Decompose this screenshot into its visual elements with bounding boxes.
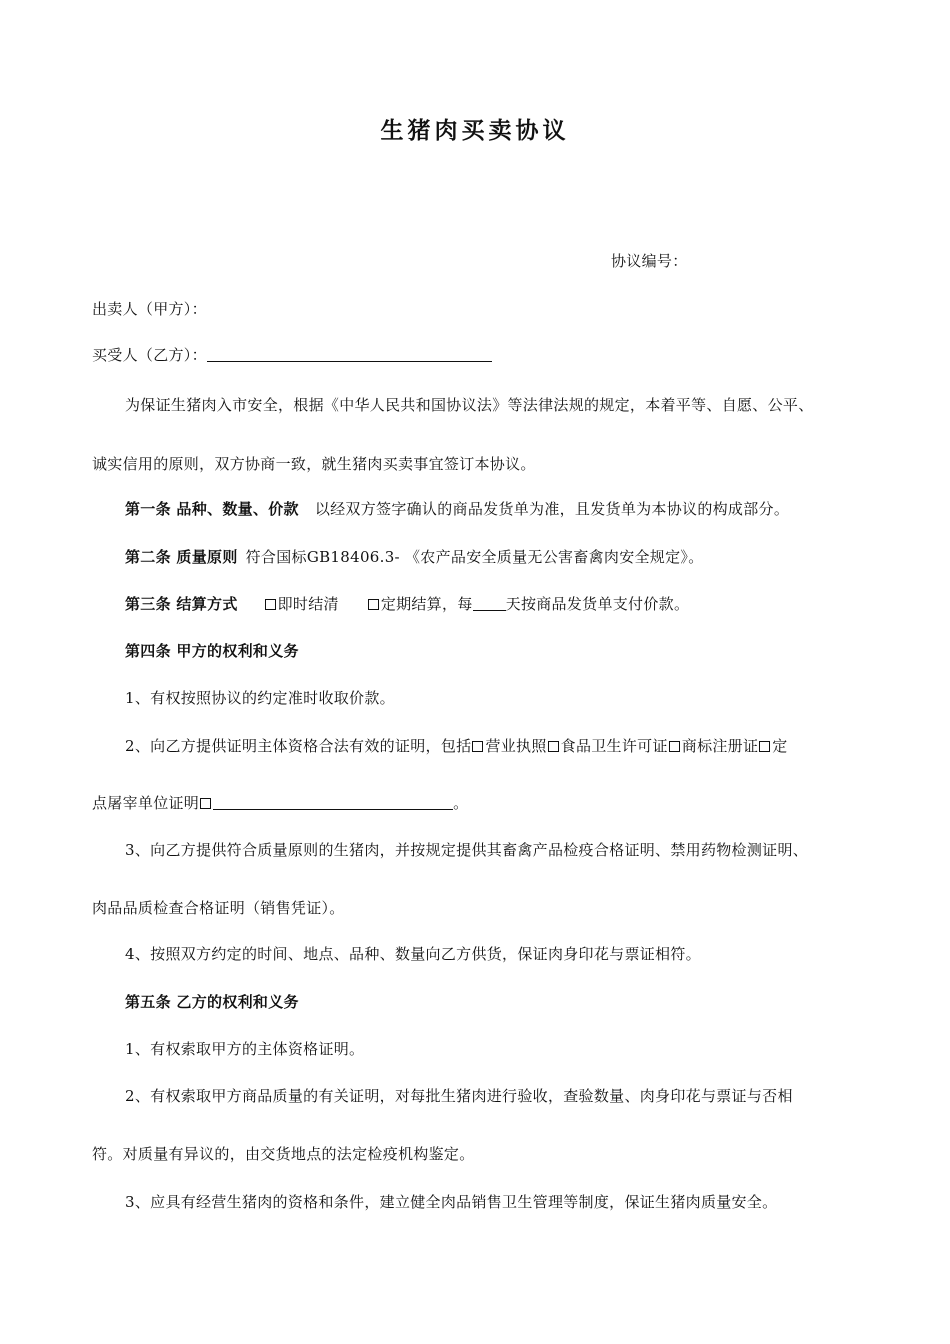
article-2-text: 符合国标GB18406.3- 《农产品安全质量无公害畜禽肉安全规定》。 [245,548,704,566]
article-3 [125,593,689,614]
article-4-item-2 [125,735,788,756]
article-5-item-2-line-2: 符。对质量有异议的，由交货地点的法定检疫机构鉴定。 [92,1145,475,1163]
article-4-item-3-line-1: 3、向乙方提供符合质量原则的生猪肉，并按规定提供其畜禽产品检疫合格证明、禁用药物检测证明、 [125,841,809,859]
article-4-heading: 第四条 甲方的权利和义务 [125,642,299,660]
buyer-blank[interactable] [207,346,492,362]
periodic-settlement-label: 定期结算，每 [380,595,473,613]
article-5-item-3: 3、应具有经营生猪肉的资格和条件，建立健全肉品销售卫生管理等制度，保证生猪肉质量安全。 [125,1193,778,1211]
buyer-line [92,344,492,365]
designated-slaughter-label-end: 点屠宰单位证明 [92,794,200,812]
immediate-settlement-label: 即时结清 [277,595,339,613]
article-1 [125,498,789,519]
buyer-label: 买受人（乙方）： [92,346,207,364]
days-blank[interactable] [473,595,506,611]
trademark-certificate-checkbox[interactable] [669,741,680,752]
designated-slaughter-label-start: 定 [772,737,788,755]
immediate-settlement-checkbox[interactable] [265,599,276,610]
article-1-heading: 第一条 品种、数量、价款 [125,500,299,518]
document-title: 生猪肉买卖协议 [380,118,570,144]
intro-line-2: 诚实信用的原则，双方协商一致，就生猪肉买卖事宜签订本协议。 [92,455,536,473]
article-2 [125,546,704,567]
article-4-item-3-line-2: 肉品品质检查合格证明（销售凭证）。 [92,899,345,917]
seller-label: 出卖人（甲方）： [92,300,207,318]
article-4-item-2-cont [92,792,468,813]
article-4-item-4: 4、按照双方约定的时间、地点、品种、数量向乙方供货，保证肉身印花与票证相符。 [125,945,701,963]
periodic-settlement-tail: 天按商品发货单支付价款。 [505,595,690,613]
article-4-item-2-text: 2、向乙方提供证明主体资格合法有效的证明，包括 [125,737,472,755]
article-5-item-2-line-1: 2、有权索取甲方商品质量的有关证明，对每批生猪肉进行验收，查验数量、肉身印花与票证与否相 [125,1087,793,1105]
other-certificate-blank[interactable] [213,794,453,810]
business-license-label: 营业执照 [485,737,547,755]
periodic-settlement-checkbox[interactable] [368,599,379,610]
article-5-item-1: 1、有权索取甲方的主体资格证明。 [125,1040,365,1058]
business-license-checkbox[interactable] [472,741,483,752]
designated-slaughter-checkbox[interactable] [759,741,770,752]
other-certificate-checkbox[interactable] [200,798,211,809]
article-2-heading: 第二条 质量原则 [125,548,238,566]
article-3-heading: 第三条 结算方式 [125,595,238,613]
food-hygiene-permit-label: 食品卫生许可证 [560,737,668,755]
agreement-number-label: 协议编号： [611,252,688,270]
article-1-text: 以经双方签字确认的商品发货单为准，且发货单为本协议的构成部分。 [314,500,790,518]
article-5-heading: 第五条 乙方的权利和义务 [125,993,299,1011]
article-4-item-1: 1、有权按照协议的约定准时收取价款。 [125,689,395,707]
trademark-certificate-label: 商标注册证 [681,737,759,755]
sentence-end: 。 [453,794,469,812]
intro-line-1: 为保证生猪肉入市安全，根据《中华人民共和国协议法》等法律法规的规定，本着平等、自愿、公平、 [125,396,814,414]
food-hygiene-permit-checkbox[interactable] [548,741,559,752]
